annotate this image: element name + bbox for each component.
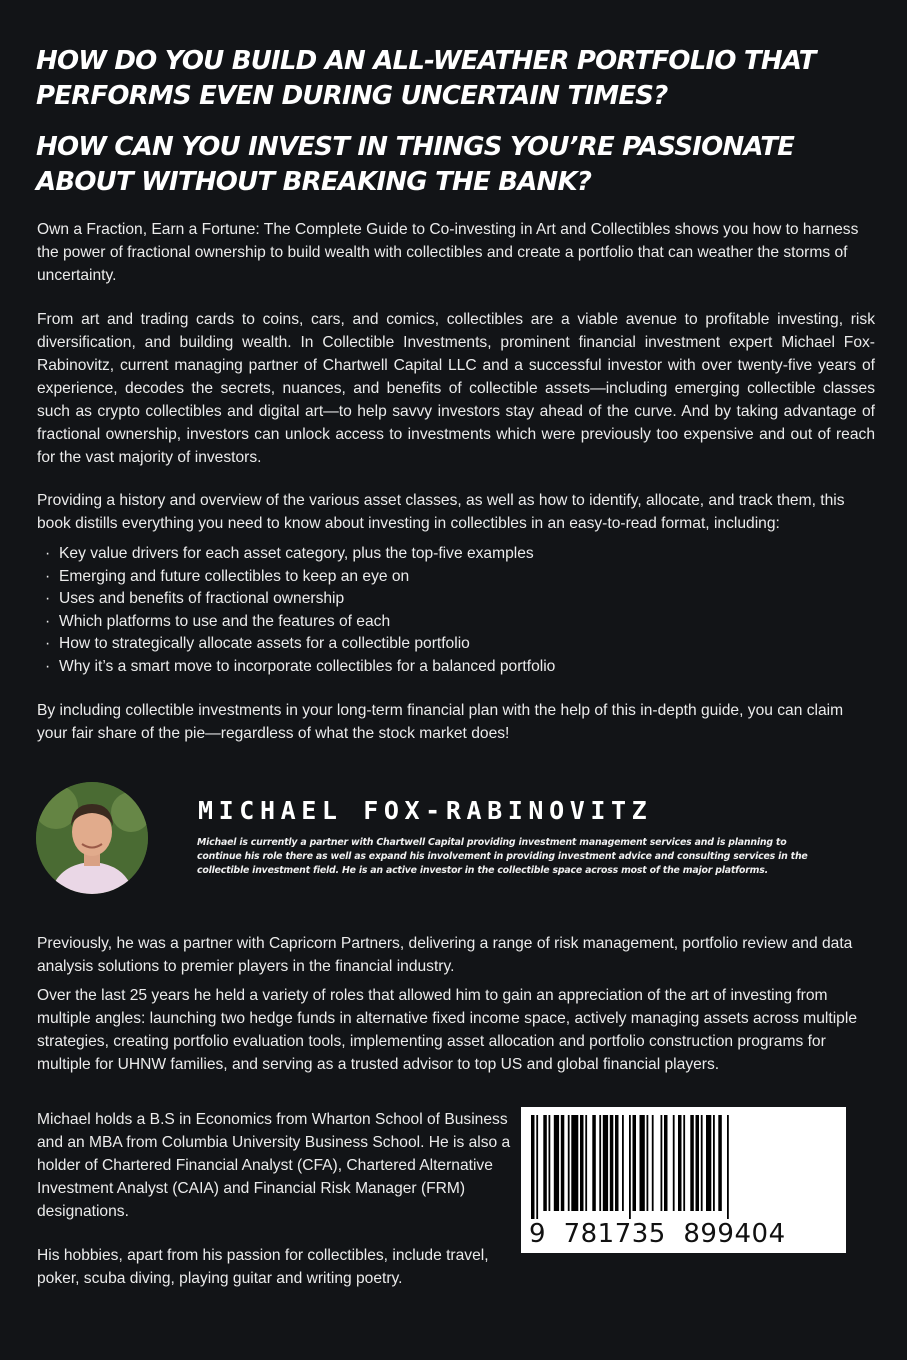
list-item: · Uses and benefits of fractional ownership (42, 588, 555, 611)
barcode-bar (690, 1115, 694, 1211)
body-paragraph-1: From art and trading cards to coins, cars, and comics, collectibles are a viable avenue to profitable investing, risk diversification, and building wealth. In Collectible Investments, prominent financial investment expert Michael Fox-Rabinovitz, current managing partner of Chartwell Capital LLC and a successful investor with over twenty-five years of experience, decodes the secrets, nuances, and benefits of collectible assets—including emerging collectible classes such as crypto collectibles and digital art—to help savvy investors stay ahead of the curve. And by taking advantage of fractional ownership, investors can unlock access to investments which were previously too expensive and out of reach for the vast majority of investors. (37, 311, 875, 466)
barcode-bar (543, 1115, 547, 1211)
bullet-dot-icon: · (45, 590, 51, 608)
headline-1: HOW DO YOU BUILD AN ALL-WEATHER PORTFOLIO THAT PERFORMS EVEN DURING UNCERTAIN TIMES? (36, 46, 816, 111)
barcode-bar (701, 1115, 703, 1211)
barcode-bar (673, 1115, 675, 1211)
barcode-bar (561, 1115, 565, 1211)
barcode-bar (554, 1115, 559, 1211)
bullet-dot-icon: · (45, 545, 51, 562)
bio-paragraph-3: Michael holds a B.S in Economics from Wharton School of Business and an MBA from Columbia University Business School. He is also a holder of Chartered Financial Analyst (CFA), Chartered Alternative Investment Analyst (CAIA) and Financial Risk Manager (FRM) designations. (37, 1111, 511, 1220)
bullet-dot-icon: · (45, 635, 51, 653)
barcode-bar (585, 1115, 587, 1211)
barcode-bar (580, 1115, 584, 1211)
barcode-bar (664, 1115, 668, 1211)
bio-paragraph-4: His hobbies, apart from his passion for collectibles, include travel, poker, scuba diving, playing guitar and writing poetry. (37, 1247, 489, 1287)
barcode-bar (640, 1115, 645, 1211)
barcode-bar (647, 1115, 649, 1211)
barcode-bar (531, 1115, 535, 1219)
barcode-bar (622, 1115, 624, 1211)
bio-paragraph-2: Over the last 25 years he held a variety of roles that allowed him to gain an appreciation of the art of investing from multiple angles: launching two hedge funds in alternative fixed income space, actively managing assets across multiple strategies, creating portfolio evaluation tools, implementing asset allocation and portfolio construction programs for multiple for UHNW families, and serving as a trusted advisor to top US and global financial players. (37, 987, 857, 1073)
feature-list (42, 543, 555, 679)
barcode-bar (706, 1115, 711, 1211)
barcode-bar (568, 1115, 570, 1211)
barcode-bar (713, 1115, 715, 1211)
barcode-bar (603, 1115, 608, 1211)
bullet-dot-icon: · (45, 612, 51, 630)
headline-2: HOW CAN YOU INVEST IN THINGS YOU’RE PASSIONATE ABOUT WITHOUT BREAKING THE BANK? (36, 132, 795, 197)
bio-paragraph-1: Previously, he was a partner with Capricorn Partners, delivering a range of risk management, portfolio review and data analysis solutions to premier players in the financial industry. (37, 935, 853, 975)
closing-paragraph: By including collectible investments in your long-term financial plan with the help of this in-depth guide, you can claim your fair share of the pie—regardless of what the stock market does! (37, 702, 844, 742)
author-portrait-icon (36, 782, 148, 894)
barcode-bar (549, 1115, 551, 1211)
barcode-bar (652, 1115, 654, 1211)
author-blurb: Michael is currently a partner with Chartwell Capital providing investment management services and is planning to continue his role there as well as expand his involvement in providing investment advice and consulting services in the collectible investment field. He is an active investor in the collectible space across most of the major platforms. (197, 837, 808, 876)
barcode (521, 1107, 846, 1253)
intro-paragraph: Own a Fraction, Earn a Fortune: The Complete Guide to Co-investing in Art and Collectibles shows you how to harness the power of fractional ownership to build wealth with collectibles and create a portfolio that can weather the storms of uncertainty. (37, 221, 859, 284)
bullet-dot-icon: · (45, 567, 51, 585)
list-item: · Which platforms to use and the features of each (42, 611, 555, 634)
barcode-bar (661, 1115, 663, 1211)
barcode-bar (571, 1115, 578, 1211)
author-name: MICHAEL FOX-RABINOVITZ (198, 796, 653, 825)
barcode-bar (536, 1115, 538, 1219)
barcode-bar (599, 1115, 601, 1211)
barcode-bar (633, 1115, 637, 1211)
author-photo (36, 782, 148, 894)
list-item: · Emerging and future collectibles to keep an eye on (42, 566, 555, 589)
barcode-bar (610, 1115, 614, 1211)
list-item: · Key value drivers for each asset category, plus the top-five examples (42, 543, 555, 566)
barcode-bar (678, 1115, 682, 1211)
barcode-bar (592, 1115, 596, 1211)
barcode-bar (629, 1115, 631, 1219)
body-paragraph-2: Providing a history and overview of the various asset classes, as well as how to identify, allocate, and track them, this book distills everything you need to know about investing in collectibles in an easy-to-read format, including: (37, 492, 845, 532)
list-item: · How to strategically allocate assets for a collectible portfolio (42, 633, 555, 656)
barcode-bar (696, 1115, 700, 1211)
isbn-digits: 9 781735 899404 (529, 1219, 786, 1249)
barcode-bar (683, 1115, 685, 1211)
barcode-bar (727, 1115, 729, 1219)
bullet-dot-icon: · (45, 657, 51, 675)
list-item: · Why it’s a smart move to incorporate collectibles for a balanced portfolio (42, 656, 555, 679)
barcode-bars-icon (521, 1107, 846, 1219)
barcode-bar (615, 1115, 619, 1211)
barcode-bar (718, 1115, 722, 1211)
